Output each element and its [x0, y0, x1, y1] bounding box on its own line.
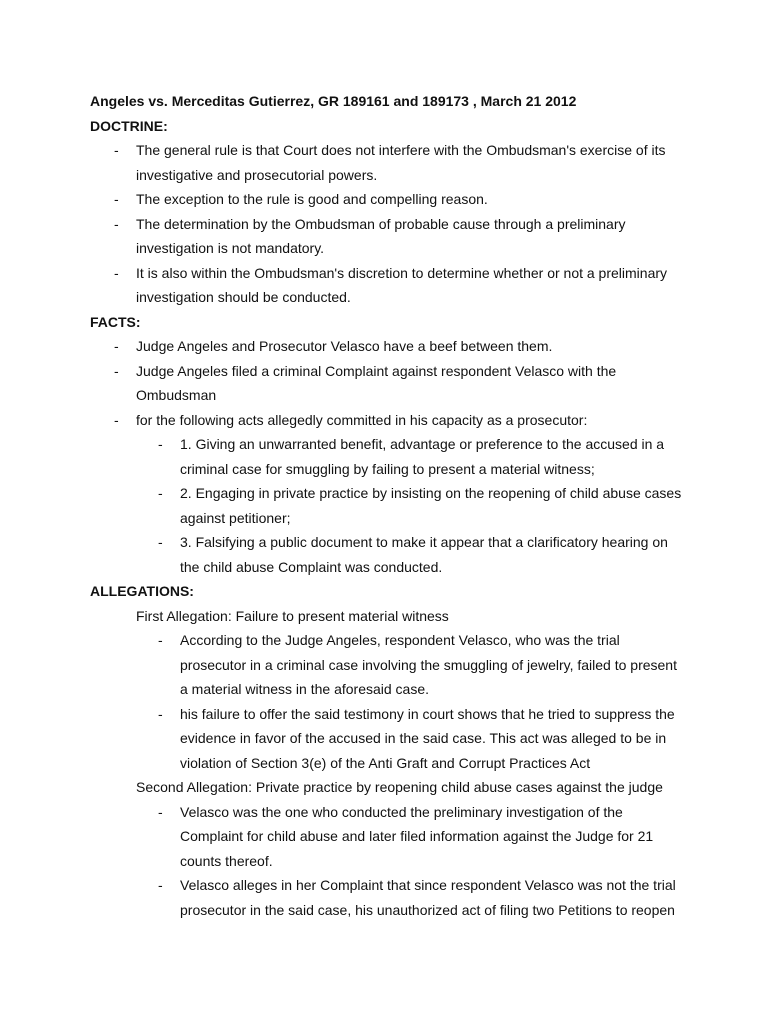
bullet-dash: - [114, 411, 119, 428]
text-line: Ombudsman [136, 387, 217, 403]
list-item [114, 261, 728, 310]
bullet-dash: - [114, 191, 119, 207]
bullet-dash: - [158, 485, 163, 501]
text-line: According to the Judge Angeles, respondent Velasco, who was the trial [180, 632, 620, 648]
text-line: 1. Giving an unwarranted benefit, advantage or preference to the accused in a [180, 436, 665, 452]
text-line: investigative and prosecutorial powers. [136, 166, 378, 183]
list-item [114, 334, 728, 359]
doctrine-heading: DOCTRINE: [90, 117, 168, 134]
text-line: It is also within the Ombudsman's discretion to determine whether or not a preliminary [136, 264, 668, 281]
bullet-dash: - [158, 803, 163, 820]
bullet-dash: - [114, 362, 119, 379]
text-line: The exception to the rule is good and compelling reason. [136, 191, 488, 207]
text-line: counts thereof. [180, 852, 273, 869]
bullet-dash: - [158, 534, 163, 550]
text-line: violation of Section 3(e) of the Anti Graft and Corrupt Practices Act [180, 754, 591, 771]
sub-list-item [158, 800, 728, 874]
text-line: Velasco was the one who conducted the preliminary investigation of the [180, 803, 623, 820]
text-line: for the following acts allegedly committed in his capacity as a prosecutor: [136, 411, 588, 428]
text-line: investigation should be conducted. [136, 289, 351, 305]
bullet-dash: - [158, 877, 163, 893]
sub-list-item [158, 432, 728, 481]
sub-list-item [158, 530, 728, 579]
second-allegation-label: Second Allegation: Private practice by reopening child abuse cases against the judge [136, 779, 663, 795]
text-line: The general rule is that Court does not interfere with the Ombudsman's exercise of its [136, 142, 666, 158]
text-line: evidence in favor of the accused in the said case. This act was alleged to be in [180, 730, 667, 746]
text-line: 3. Falsifying a public document to make it appear that a clarificatory hearing on [180, 534, 668, 550]
sub-list-item [158, 702, 728, 776]
bullet-dash: - [158, 436, 163, 452]
text-line: his failure to offer the said testimony in court shows that he tried to suppress the [180, 705, 675, 722]
bullet-dash: - [114, 264, 119, 281]
text-line: a material witness in the aforesaid case. [180, 681, 430, 697]
list-item [114, 212, 728, 261]
text-line: prosecutor in the said case, his unauthorized act of filing two Petitions to reopen [180, 901, 675, 918]
sub-list-item [158, 628, 728, 702]
list-item [114, 359, 728, 408]
bullet-dash: - [114, 338, 119, 354]
text-line: investigation is not mandatory. [136, 240, 325, 256]
bullet-dash: - [114, 142, 119, 158]
text-line: Velasco alleges in her Complaint that since respondent Velasco was not the trial [180, 877, 676, 893]
facts-heading: FACTS: [90, 313, 141, 330]
allegations-heading: ALLEGATIONS: [90, 583, 194, 599]
text-line: Complaint for child abuse and later filed information against the Judge for 21 [180, 828, 654, 844]
bullet-dash: - [158, 705, 163, 722]
case-title: Angeles vs. Merceditas Gutierrez, GR 189161 and 189173 , March 21 2012 [90, 93, 577, 109]
bullet-dash: - [158, 632, 163, 648]
text-line: the child abuse Complaint was conducted. [180, 558, 443, 575]
list-item [114, 187, 728, 212]
sub-list-item [158, 481, 728, 530]
list-item [114, 408, 728, 433]
sub-list-item [158, 873, 728, 922]
bullet-dash: - [114, 215, 119, 232]
text-line: The determination by the Ombudsman of probable cause through a preliminary [136, 215, 626, 232]
text-line: criminal case for smuggling by failing to present a material witness; [180, 460, 595, 477]
text-line: against petitioner; [180, 509, 291, 526]
first-allegation-label: First Allegation: Failure to present material witness [136, 607, 449, 624]
text-line: prosecutor in a criminal case involving the smuggling of jewelry, failed to present [180, 656, 677, 673]
list-item [114, 138, 728, 187]
text-line: 2. Engaging in private practice by insisting on the reopening of child abuse cases [180, 485, 682, 501]
text-line: Judge Angeles filed a criminal Complaint against respondent Velasco with the [136, 362, 617, 379]
text-line: Judge Angeles and Prosecutor Velasco have a beef between them. [136, 338, 553, 354]
